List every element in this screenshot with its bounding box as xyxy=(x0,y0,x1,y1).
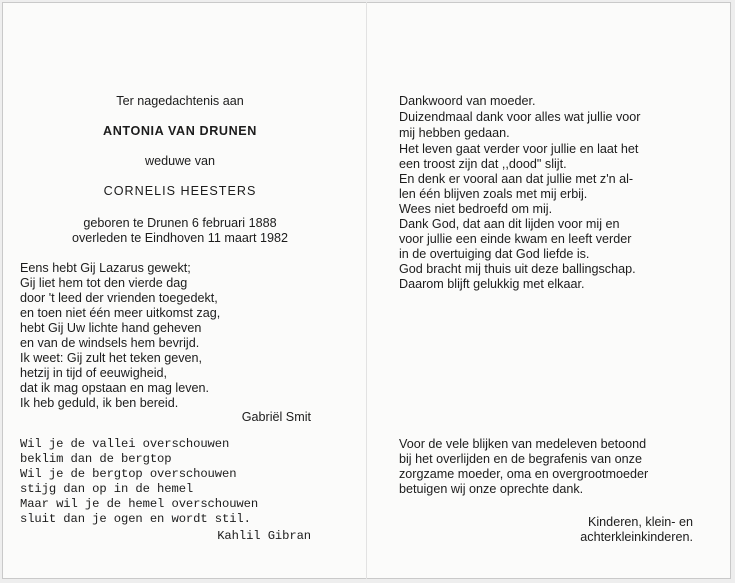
poem-line: Maar wil je de hemel overschouwen xyxy=(20,497,259,511)
widow-of-text: weduwe van xyxy=(144,154,215,168)
intro-text: Ter nagedachtenis aan xyxy=(116,94,244,108)
thanks-line: Dankwoord van moeder. xyxy=(399,94,536,108)
thanks-line: mij hebben gedaan. xyxy=(399,126,510,140)
gratitude-line: betuigen wij onze oprechte dank. xyxy=(399,482,584,496)
poem-line: en toen niet één meer uitkomst zag, xyxy=(20,306,221,320)
deceased-name: ANTONIA VAN DRUNEN xyxy=(103,124,257,138)
poem-line: Ik weet: Gij zult het teken geven, xyxy=(20,351,203,365)
thanks-line: Duizendmaal dank voor alles wat jullie voor xyxy=(399,110,641,124)
poem-line: sluit dan je ogen en wordt stil. xyxy=(20,512,251,526)
card-fold-line xyxy=(366,2,367,579)
poem-line: dat ik mag opstaan en mag leven. xyxy=(20,381,210,395)
signature-line: Kinderen, klein- en xyxy=(587,515,693,529)
thanks-line: Daarom blijft gelukkig met elkaar. xyxy=(399,277,585,291)
poem-line: Eens hebt Gij Lazarus gewekt; xyxy=(20,261,191,275)
poem-line: beklim dan de bergtop xyxy=(20,452,172,466)
thanks-line: Wees niet bedroefd om mij. xyxy=(399,202,553,216)
thanks-line: in de overtuiging dat God liefde is. xyxy=(399,247,590,261)
gratitude-line: bij het overlijden en de begrafenis van onze xyxy=(399,452,642,466)
poem-line: door 't leed der vrienden toegedekt, xyxy=(20,291,218,305)
thanks-line: God bracht mij thuis uit deze ballingschap. xyxy=(399,262,636,276)
poem-line: hetzij in tijd of eeuwigheid, xyxy=(20,366,168,380)
poem-author: Kahlil Gibran xyxy=(217,529,311,543)
poem-line: hebt Gij Uw lichte hand geheven xyxy=(20,321,202,335)
signature-line: achterkleinkinderen. xyxy=(580,530,693,544)
thanks-line: een troost zijn dat ,,dood" slijt. xyxy=(399,157,567,171)
poem-line: Gij liet hem tot den vierde dag xyxy=(20,276,188,290)
poem-line: Ik heb geduld, ik ben bereid. xyxy=(20,396,179,410)
poem-line: Wil je de bergtop overschouwen xyxy=(20,467,237,481)
poem-author: Gabriël Smit xyxy=(241,410,311,424)
thanks-line: En denk er vooral aan dat jullie met z'n al- xyxy=(399,172,634,186)
thanks-line: Dank God, dat aan dit lijden voor mij en xyxy=(399,217,620,231)
death-line: overleden te Eindhoven 11 maart 1982 xyxy=(71,231,289,245)
thanks-line: Het leven gaat verder voor jullie en laat het xyxy=(399,142,639,156)
gratitude-line: zorgzame moeder, oma en overgrootmoeder xyxy=(399,467,649,481)
poem-line: Wil je de vallei overschouwen xyxy=(20,437,230,451)
thanks-line: voor jullie een einde kwam en leeft verder xyxy=(399,232,632,246)
spouse-name: CORNELIS HEESTERS xyxy=(103,184,257,198)
poem-line: en van de windsels hem bevrijd. xyxy=(20,336,200,350)
thanks-line: len één blijven zoals met mij erbij. xyxy=(399,187,588,201)
poem-line: stijg dan op in de hemel xyxy=(20,482,194,496)
gratitude-line: Voor de vele blijken van medeleven betoond xyxy=(399,437,647,451)
birth-line: geboren te Drunen 6 februari 1888 xyxy=(83,216,277,230)
